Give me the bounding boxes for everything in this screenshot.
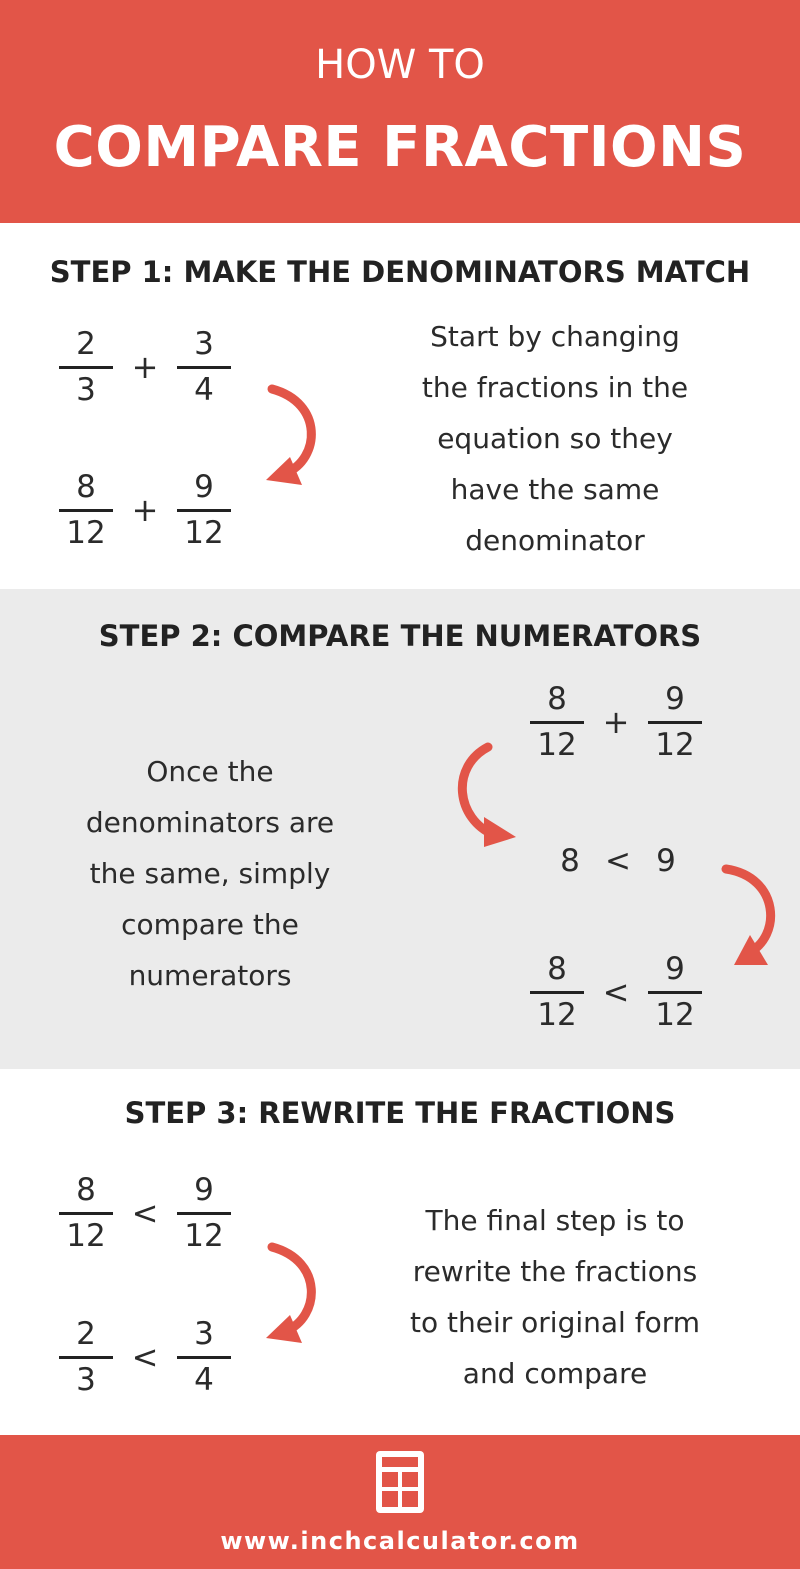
numerator: 9 bbox=[194, 469, 214, 505]
numerator: 9 bbox=[665, 951, 685, 987]
denominator: 12 bbox=[184, 1218, 224, 1254]
numerator: 9 bbox=[665, 681, 685, 717]
footer-url: www.inchcalculator.com bbox=[220, 1527, 580, 1555]
denominator: 4 bbox=[194, 1362, 214, 1398]
step1-description bbox=[380, 311, 730, 566]
description-line: Start by changing bbox=[430, 320, 680, 353]
description-line: to their original form bbox=[410, 1306, 700, 1339]
fraction-bar bbox=[59, 509, 113, 512]
numerator: 8 bbox=[547, 681, 567, 717]
fraction bbox=[648, 952, 702, 1032]
denominator: 4 bbox=[194, 372, 214, 408]
curved-arrow-icon bbox=[258, 1239, 328, 1351]
denominator: 3 bbox=[76, 1362, 96, 1398]
fraction bbox=[59, 327, 113, 407]
step2-title: STEP 2: COMPARE THE NUMERATORS bbox=[98, 619, 702, 653]
description-line: equation so they bbox=[437, 422, 673, 455]
fraction-bar bbox=[648, 991, 702, 994]
right-numerator: 9 bbox=[656, 843, 676, 879]
fraction-bar bbox=[177, 509, 231, 512]
fraction-bar bbox=[177, 366, 231, 369]
denominator: 12 bbox=[184, 515, 224, 551]
curved-arrow-icon bbox=[258, 381, 328, 493]
left-numerator: 8 bbox=[560, 843, 580, 879]
fraction-bar bbox=[177, 1212, 231, 1215]
numerator: 8 bbox=[76, 1172, 96, 1208]
fraction-bar bbox=[59, 1212, 113, 1215]
denominator: 12 bbox=[66, 1218, 106, 1254]
step1-section bbox=[0, 223, 800, 589]
denominator: 12 bbox=[655, 997, 695, 1033]
fraction-bar bbox=[530, 991, 584, 994]
description-line: compare the bbox=[121, 908, 299, 941]
description-line: the same, simply bbox=[89, 857, 331, 890]
operator: + bbox=[131, 491, 159, 529]
numerator: 2 bbox=[76, 1316, 96, 1352]
description-line: Once the bbox=[146, 755, 274, 788]
curved-arrow-icon bbox=[720, 861, 790, 973]
numerator: 3 bbox=[194, 326, 214, 362]
step3-expression-converted bbox=[59, 1173, 231, 1253]
description-line: numerators bbox=[128, 959, 292, 992]
step3-title: STEP 3: REWRITE THE FRACTIONS bbox=[124, 1096, 676, 1130]
step3-description bbox=[370, 1195, 740, 1399]
step2-section bbox=[0, 589, 800, 1069]
step1-expression-converted bbox=[59, 470, 231, 550]
operator: + bbox=[131, 348, 159, 386]
operator: < bbox=[131, 1338, 159, 1376]
step2-expression-bottom bbox=[530, 952, 702, 1032]
operator: < bbox=[131, 1194, 159, 1232]
step2-expression-top bbox=[530, 682, 702, 762]
fraction bbox=[59, 1317, 113, 1397]
numerator: 3 bbox=[194, 1316, 214, 1352]
footer-banner bbox=[0, 1435, 800, 1569]
denominator: 12 bbox=[66, 515, 106, 551]
fraction-bar bbox=[530, 721, 584, 724]
fraction bbox=[59, 470, 113, 550]
calculator-icon bbox=[376, 1451, 424, 1513]
operator: < bbox=[602, 973, 630, 1011]
fraction bbox=[530, 952, 584, 1032]
header-banner bbox=[0, 0, 800, 223]
numerator: 2 bbox=[76, 326, 96, 362]
fraction bbox=[177, 327, 231, 407]
header-title: COMPARE FRACTIONS bbox=[53, 115, 747, 180]
fraction bbox=[177, 1317, 231, 1397]
step3-expression-original bbox=[59, 1317, 231, 1397]
fraction bbox=[530, 682, 584, 762]
curved-arrow-icon bbox=[448, 741, 528, 853]
description-line: and compare bbox=[462, 1357, 648, 1390]
step1-title: STEP 1: MAKE THE DENOMINATORS MATCH bbox=[49, 255, 751, 289]
description-line: have the same bbox=[450, 473, 660, 506]
header-pre-title: HOW TO bbox=[315, 42, 485, 88]
fraction-bar bbox=[59, 366, 113, 369]
operator: + bbox=[602, 703, 630, 741]
fraction bbox=[648, 682, 702, 762]
description-line: rewrite the fractions bbox=[412, 1255, 698, 1288]
fraction bbox=[177, 1173, 231, 1253]
step1-expression-original bbox=[59, 327, 231, 407]
comparison-operator: < bbox=[605, 843, 631, 879]
step2-description bbox=[40, 746, 380, 1001]
fraction-bar bbox=[648, 721, 702, 724]
denominator: 12 bbox=[537, 997, 577, 1033]
description-line: denominator bbox=[465, 524, 645, 557]
fraction-bar bbox=[177, 1356, 231, 1359]
step2-numerator-comparison bbox=[548, 843, 688, 879]
fraction bbox=[59, 1173, 113, 1253]
numerator: 8 bbox=[547, 951, 567, 987]
numerator: 8 bbox=[76, 469, 96, 505]
denominator: 3 bbox=[76, 372, 96, 408]
description-line: The final step is to bbox=[425, 1204, 685, 1237]
denominator: 12 bbox=[655, 727, 695, 763]
step3-section bbox=[0, 1069, 800, 1435]
fraction bbox=[177, 470, 231, 550]
fraction-bar bbox=[59, 1356, 113, 1359]
description-line: denominators are bbox=[85, 806, 335, 839]
denominator: 12 bbox=[537, 727, 577, 763]
numerator: 9 bbox=[194, 1172, 214, 1208]
description-line: the fractions in the bbox=[421, 371, 689, 404]
